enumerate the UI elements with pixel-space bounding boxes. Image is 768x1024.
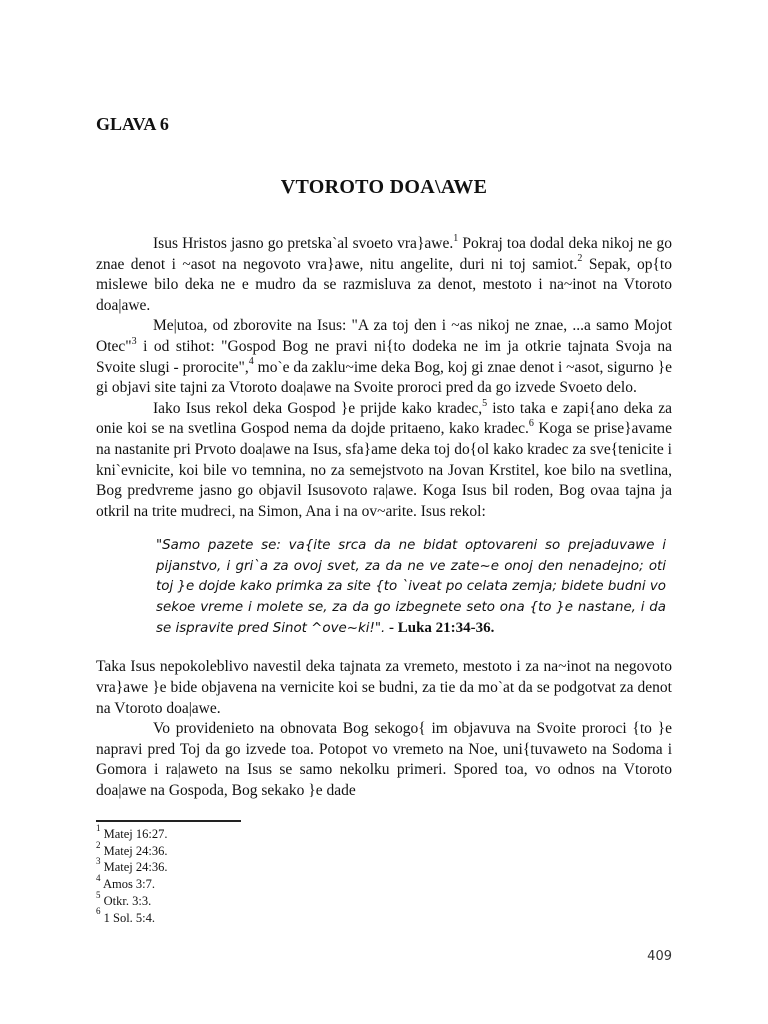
text-run: Koga se prise}avame na nastanite pri Prvoto doa|awe na Isus, sfa}ame deka toj do{ol kako kradec za sve{tenicite i kni`evnicite, koi bile vo temnina, no za semejstvoto na Jovan Krstitel, koe bilo na svetlina, Bog predvreme jasno go objavil Isusovoto ra|awe. Koga Isus bil roden, Bog ovaa tajna ja otkril na trite mudreci, na Simon, Ana i na ov~arite. Isus rekol: — [96, 420, 672, 520]
text-run: i od stihot: "Gospod Bog ne pravi ni{to dodeka ne im ja otkrie tajnata Svoja na Svoite slugi - prorocite", — [96, 337, 672, 376]
footnote-number: 3 — [96, 856, 101, 867]
footnote-text: 1 Sol. 5:4. — [103, 910, 156, 925]
text-run: Pokraj toa dodal deka nikoj ne go znae denot i ~asot na negovoto vra}awe, nitu angelite, duri ni toj samiot. — [96, 235, 673, 273]
footnote-number: 1 — [96, 822, 101, 833]
chapter-label: GLAVA 6 — [96, 114, 169, 134]
footnote-ref: 6 — [528, 418, 534, 430]
text-run: Isus Hristos jasno go pretska`al svoeto vra}awe. — [153, 235, 454, 252]
footnote-number: 2 — [96, 839, 101, 850]
footnote-item — [96, 906, 168, 927]
footnote-item — [96, 856, 168, 876]
paragraph-3 — [96, 399, 672, 523]
footnote-ref: 5 — [482, 397, 488, 409]
footnote-ref: 4 — [248, 356, 254, 368]
body-text — [96, 234, 672, 802]
footnote-ref: 1 — [453, 232, 459, 244]
text-run: mo`e da zaklu~ime deka Bog, koj gi znae denot i ~asot, sigurno }e gi objavi site tajni za Vtoroto doa|awe na Svoite proroci pred da go izvede Svoeto delo. — [96, 358, 673, 397]
paragraph-5: Vo providenieto na obnovata Bog sekogo{ im objavuva na Svoite proroci {to }e napravi pred Toj da go izvede toa. Potopot vo vremeto na Noe, uni{tuvaweto na Sodoma i Gomora i ra|aweto na Isus se samo nekolku primeri. Spored toa, vo odnos na Vtoroto doa|awe na Gospoda, Bog sekako }e dade — [96, 720, 672, 799]
footnote-text: Matej 16:27. — [103, 827, 168, 841]
footnotes — [96, 822, 168, 926]
block-quote — [156, 536, 666, 639]
footnote-item — [96, 822, 168, 843]
footnote-item — [96, 889, 168, 910]
text-run: Me|utoa, od zborovite na Isus: "A za toj den i ~as nikoj ne znae, ...a samo Mojot Otec" — [96, 317, 672, 355]
footnote-number: 4 — [96, 872, 101, 883]
footnote-text: Otkr. 3:3. — [103, 893, 152, 908]
footnote-ref: 2 — [577, 253, 583, 265]
page-number: 409 — [647, 949, 672, 964]
quote-reference: - Luka 21:34-36. — [385, 619, 495, 636]
footnote-text: Matej 24:36. — [103, 860, 168, 875]
paragraph-2 — [96, 316, 672, 398]
paragraph-4: Taka Isus nepokoleblivo navestil deka tajnata za vremeto, mestoto i za na~inot na negovoto vra}awe }e bide objavena na vernicite koi se budni, za tie da mo`at da se podgotvat za denot na Vtoroto doa|awe. — [96, 658, 672, 717]
footnote-text: Matej 24:36. — [103, 843, 168, 858]
paragraph-1 — [96, 234, 672, 316]
text-run: Iako Isus rekol deka Gospod }e prijde kako kradec, — [153, 399, 483, 417]
text-run: isto taka e zapi{ano deka za onie koi se na svetlina Gospod nema da dojde pritaeno, kako kradec. — [96, 399, 672, 438]
footnote-item — [96, 872, 168, 893]
footnote-divider — [96, 820, 241, 822]
chapter-title: VTOROTO DOA\AWE — [280, 176, 488, 198]
footnote-number: 5 — [96, 889, 101, 900]
footnote-text: Amos 3:7. — [102, 877, 156, 892]
footnote-item — [96, 839, 168, 860]
quote-text: "Samo pazete se: va{ite srca da ne bidat optovareni so prejaduvawe i pijanstvo, i gri`a za ovoj svet, za da ne ve zate~e onoj den nenadejno; oti toj }e dojde kako primka za site {to `iveat po celata zemja; bidete budni vo sekoe vreme i molete se, za da go izbegnete seto ona {to }e nastane, i da se ispravite pred Sinot ^ove~ki!". — [156, 538, 666, 636]
text-run: Sepak, op{to mislewe bilo deka ne e mudro da se razmisluva za denot, mestoto i na~inot na Vtoroto doa|awe. — [96, 255, 672, 314]
footnote-ref: 3 — [131, 335, 137, 347]
footnote-number: 6 — [96, 906, 101, 917]
